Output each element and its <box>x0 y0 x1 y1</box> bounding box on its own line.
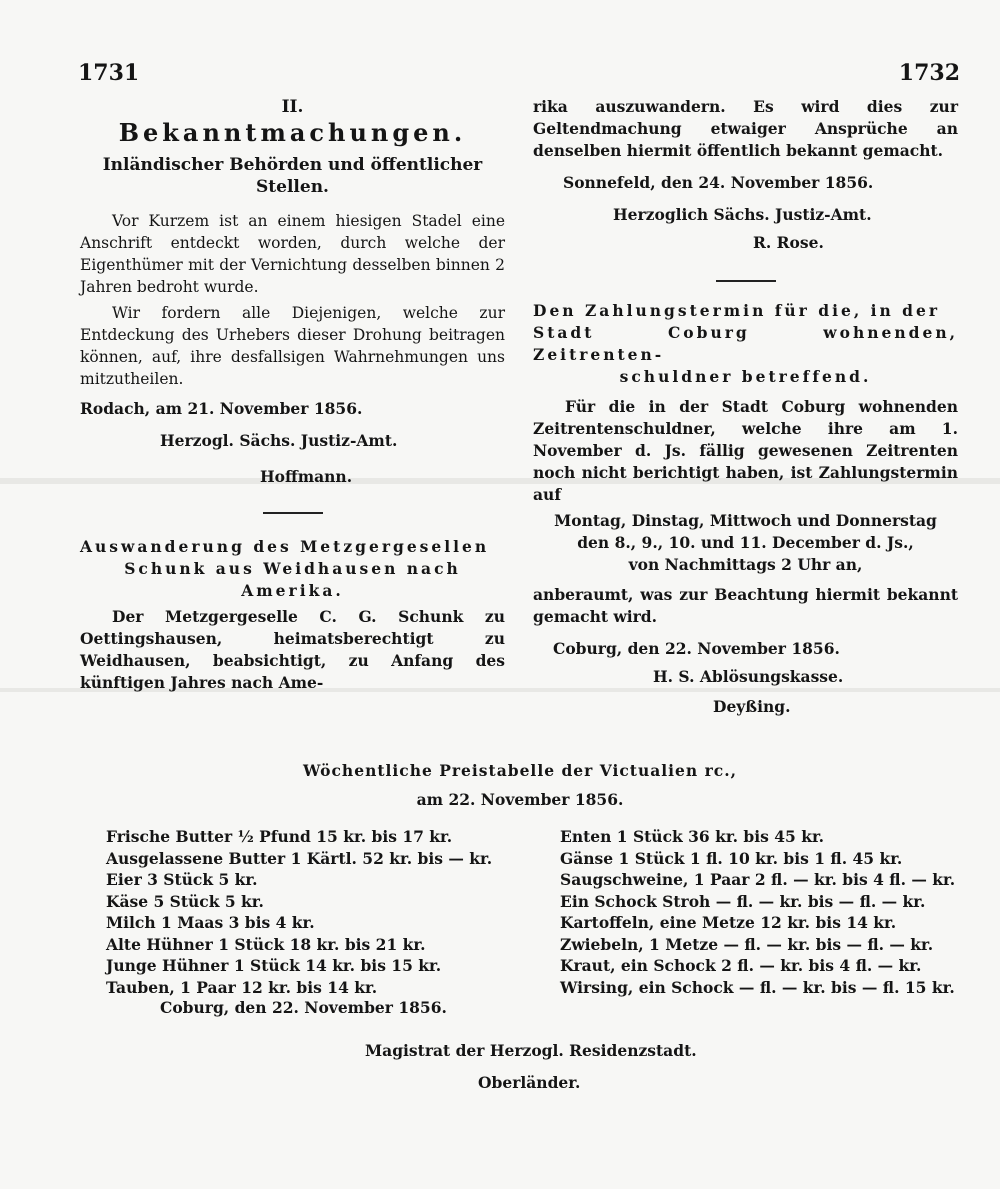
notice-paragraph: Wir fordern alle Diejenigen, welche zur Entdeckung des Urhebers dieser Drohung beitragen können, auf, ihre desfallsigen Wahrnehmungen uns mitzutheilen. <box>80 304 505 388</box>
price-item: Eier 3 Stück 5 kr. <box>106 870 258 889</box>
dates-line: von Nachmittags 2 Uhr an, <box>628 555 863 574</box>
signature: Deyßing. <box>713 697 791 716</box>
notice-paragraph: Der Metzgergeselle C. G. Schunk zu Oettingshausen, heimatsberechtigt zu Weidhausen, beabsichtigt, zu Anfang des künftigen Jahres nach Ame- <box>80 607 505 692</box>
signature: R. Rose. <box>753 233 824 252</box>
price-item: Ausgelassene Butter 1 Kärtl. 52 kr. bis — kr. <box>106 848 493 868</box>
price-table-date: am 22. November 1856. <box>416 790 624 809</box>
section-number: II. <box>281 97 304 117</box>
price-item: Kartoffeln, eine Metze 12 kr. bis 14 kr. <box>560 913 897 932</box>
issuing-authority: Herzogl. Sächs. Justiz-Amt. <box>160 431 398 450</box>
notice-paragraph: Für die in der Stadt Coburg wohnenden Zeitrentenschuldner, welche ihre am 1. November d. Js. fällig gewesenen Zeitrenten noch nicht berichtigt haben, ist Zahlungstermin auf <box>533 397 958 504</box>
issuing-authority: H. S. Ablösungskasse. <box>653 667 844 686</box>
price-item: Zwiebeln, 1 Metze — fl. — kr. bis — fl. — kr. <box>560 934 934 954</box>
price-item: Frische Butter ½ Pfund 15 kr. bis 17 kr. <box>106 827 453 846</box>
price-item: Käse 5 Stück 5 kr. <box>106 891 264 911</box>
issuing-authority: Herzoglich Sächs. Justiz-Amt. <box>613 205 872 224</box>
price-item: Kraut, ein Schock 2 fl. — kr. bis 4 fl. — kr. <box>560 956 922 975</box>
separator-rule <box>716 280 776 282</box>
place-date: Sonnefeld, den 24. November 1856. <box>563 173 874 192</box>
page-number-right: 1732 <box>898 60 960 86</box>
price-item: Milch 1 Maas 3 bis 4 kr. <box>106 913 315 932</box>
price-list-left <box>106 826 506 998</box>
notice-heading-line: Auswanderung des Metzgergesellen <box>80 537 490 556</box>
price-item: Junge Hühner 1 Stück 14 kr. bis 15 kr. <box>106 956 442 975</box>
notice-paragraph: anberaumt, was zur Beachtung hiermit bekannt gemacht wird. <box>533 585 958 626</box>
signature: Oberländer. <box>478 1073 581 1092</box>
notice-heading-line: Stadt Coburg wohnenden, Zeitrenten- <box>533 323 958 364</box>
right-column <box>533 96 958 718</box>
left-column <box>80 96 505 694</box>
price-item: Alte Hühner 1 Stück 18 kr. bis 21 kr. <box>106 934 426 954</box>
price-table-title: Wöchentliche Preistabelle der Victualien rc., <box>303 761 737 780</box>
price-item: Wirsing, ein Schock — fl. — kr. bis — fl. 15 kr. <box>560 977 955 997</box>
notice-heading-line: schuldner betreffend. <box>619 367 872 386</box>
place-date: Rodach, am 21. November 1856. <box>80 399 363 418</box>
notice-heading-line: Schunk aus Weidhausen nach <box>124 559 461 578</box>
notice-heading <box>533 300 958 388</box>
price-item: Gänse 1 Stück 1 fl. 10 kr. bis 1 fl. 45 kr. <box>560 848 903 868</box>
dates-line: Montag, Dinstag, Mittwoch und Donnerstag <box>554 511 937 530</box>
dates-line: den 8., 9., 10. und 11. December d. Js., <box>577 533 914 552</box>
subsection-title: Inländischer Behörden und öffentlicher Stellen. <box>102 155 483 197</box>
notice-continuation: rika auszuwandern. Es wird dies zur Geltendmachung etwaiger Ansprüche an denselben hiermit öffentlich bekannt gemacht. <box>533 97 958 160</box>
signature: Hoffmann. <box>260 467 353 486</box>
place-date: Coburg, den 22. November 1856. <box>160 998 447 1017</box>
price-item: Saugschweine, 1 Paar 2 fl. — kr. bis 4 fl. — kr. <box>560 870 956 889</box>
notice-heading-line: Amerika. <box>241 581 344 600</box>
separator-rule <box>263 512 323 514</box>
price-item: Tauben, 1 Paar 12 kr. bis 14 kr. <box>106 977 378 997</box>
notice-heading <box>80 536 505 602</box>
section-title: Bekanntmachungen. <box>118 118 467 147</box>
notice-paragraph: Vor Kurzem ist an einem hiesigen Stadel eine Anschrift entdeckt worden, durch welche der Eigenthümer mit der Vernichtung desselben binnen 2 Jahren bedroht wurde. <box>80 212 505 296</box>
notice-heading-line: Den Zahlungstermin für die, in der <box>533 301 941 320</box>
price-item: Ein Schock Stroh — fl. — kr. bis — fl. — kr. <box>560 891 926 911</box>
price-list-right <box>560 826 960 998</box>
price-item: Enten 1 Stück 36 kr. bis 45 kr. <box>560 827 825 846</box>
place-date: Coburg, den 22. November 1856. <box>553 639 840 658</box>
issuing-authority: Magistrat der Herzogl. Residenzstadt. <box>365 1041 697 1060</box>
page-number-left: 1731 <box>78 60 140 86</box>
